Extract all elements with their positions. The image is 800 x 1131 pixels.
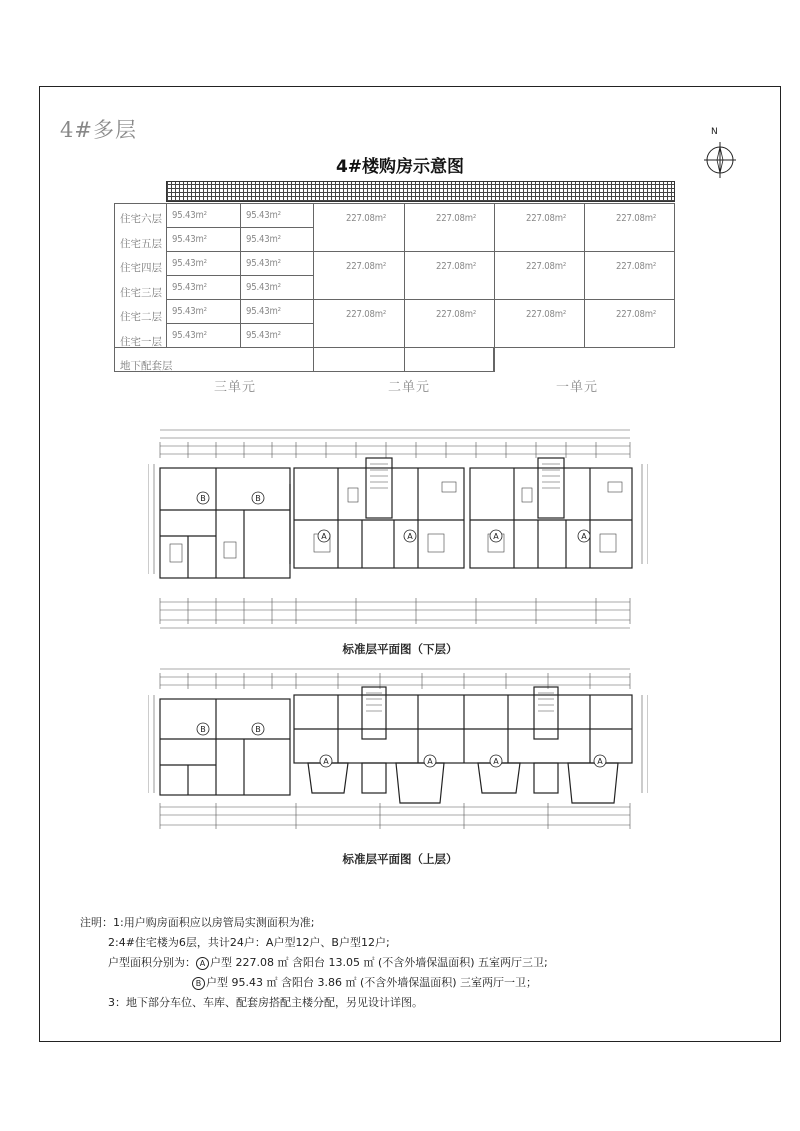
unit-tag-a: A bbox=[321, 532, 327, 541]
type-b-tag: B bbox=[192, 977, 205, 990]
area-a: 227.08m² bbox=[436, 261, 477, 272]
floor-label: 地下配套层 bbox=[120, 360, 173, 372]
area-b: 95.43m² bbox=[172, 234, 207, 245]
area-table bbox=[114, 203, 675, 372]
floor-label: 住宅四层 bbox=[120, 262, 162, 274]
roof-hatch bbox=[166, 181, 675, 202]
unit-tag-b: B bbox=[200, 494, 206, 503]
floor-plan-lower bbox=[148, 424, 648, 632]
area-a: 227.08m² bbox=[526, 213, 567, 224]
page-title: 4#楼购房示意图 bbox=[335, 157, 465, 177]
note-line-2: 2:4#住宅楼为6层，共计24户：A户型12户、B户型12户; bbox=[108, 936, 390, 949]
unit-tag-b: B bbox=[255, 494, 261, 503]
unit-tag-a: A bbox=[323, 757, 329, 766]
unit-tag-a: A bbox=[493, 757, 499, 766]
area-b: 95.43m² bbox=[246, 282, 281, 293]
note-line-3b bbox=[80, 973, 548, 993]
unit-label-3: 三单元 bbox=[214, 380, 257, 395]
area-b: 95.43m² bbox=[172, 258, 207, 269]
area-a: 227.08m² bbox=[526, 261, 567, 272]
floor-plan-upper bbox=[148, 665, 648, 833]
unit-tag-a: A bbox=[493, 532, 499, 541]
floor-label: 住宅三层 bbox=[120, 287, 162, 299]
area-b: 95.43m² bbox=[172, 282, 207, 293]
type-a-tag: A bbox=[196, 957, 209, 970]
type-b-text: 户型 95.43 ㎡ 含阳台 3.86 ㎡ (不含外墙保温面积) 三室两厅一卫； bbox=[206, 976, 538, 989]
area-b: 95.43m² bbox=[246, 306, 281, 317]
area-b: 95.43m² bbox=[246, 210, 281, 221]
area-b: 95.43m² bbox=[172, 210, 207, 221]
area-a: 227.08m² bbox=[616, 261, 657, 272]
note-line-1: 注明：1:用户购房面积应以房管局实测面积为准; bbox=[80, 916, 315, 929]
unit-tag-a: A bbox=[597, 757, 603, 766]
area-b: 95.43m² bbox=[172, 330, 207, 341]
area-a: 227.08m² bbox=[346, 309, 387, 320]
note-line-4: 3：地下部分车位、车库、配套房搭配主楼分配，另见设计详图。 bbox=[108, 996, 423, 1009]
upper-plan-caption: 标准层平面图（上层） bbox=[342, 852, 458, 866]
note-area-prefix: 户型面积分别为： bbox=[108, 956, 196, 969]
area-a: 227.08m² bbox=[346, 213, 387, 224]
north-label: N bbox=[711, 127, 718, 137]
floor-label: 住宅六层 bbox=[120, 213, 162, 225]
area-a: 227.08m² bbox=[616, 213, 657, 224]
area-a: 227.08m² bbox=[526, 309, 567, 320]
unit-tag-b: B bbox=[200, 725, 206, 734]
area-b: 95.43m² bbox=[246, 330, 281, 341]
unit-tag-a: A bbox=[427, 757, 433, 766]
type-a-text: 户型 227.08 ㎡ 含阳台 13.05 ㎡ (不含外墙保温面积) 五室两厅三卫; bbox=[210, 956, 548, 969]
floor-label: 住宅一层 bbox=[120, 336, 162, 348]
unit-tag-a: A bbox=[581, 532, 587, 541]
area-a: 227.08m² bbox=[436, 309, 477, 320]
notes bbox=[80, 913, 548, 1013]
area-a: 227.08m² bbox=[436, 213, 477, 224]
north-arrow-icon bbox=[702, 128, 738, 188]
floor-label: 住宅二层 bbox=[120, 311, 162, 323]
area-b: 95.43m² bbox=[246, 258, 281, 269]
building-label: 4#多层 bbox=[60, 118, 137, 142]
unit-label-2: 二单元 bbox=[388, 380, 431, 395]
lower-plan-caption: 标准层平面图（下层） bbox=[342, 642, 458, 656]
area-b: 95.43m² bbox=[246, 234, 281, 245]
note-line-3 bbox=[80, 953, 548, 973]
unit-tag-a: A bbox=[407, 532, 413, 541]
area-a: 227.08m² bbox=[616, 309, 657, 320]
unit-tag-b: B bbox=[255, 725, 261, 734]
area-a: 227.08m² bbox=[346, 261, 387, 272]
floor-label: 住宅五层 bbox=[120, 238, 162, 250]
unit-label-1: 一单元 bbox=[556, 380, 599, 395]
area-b: 95.43m² bbox=[172, 306, 207, 317]
